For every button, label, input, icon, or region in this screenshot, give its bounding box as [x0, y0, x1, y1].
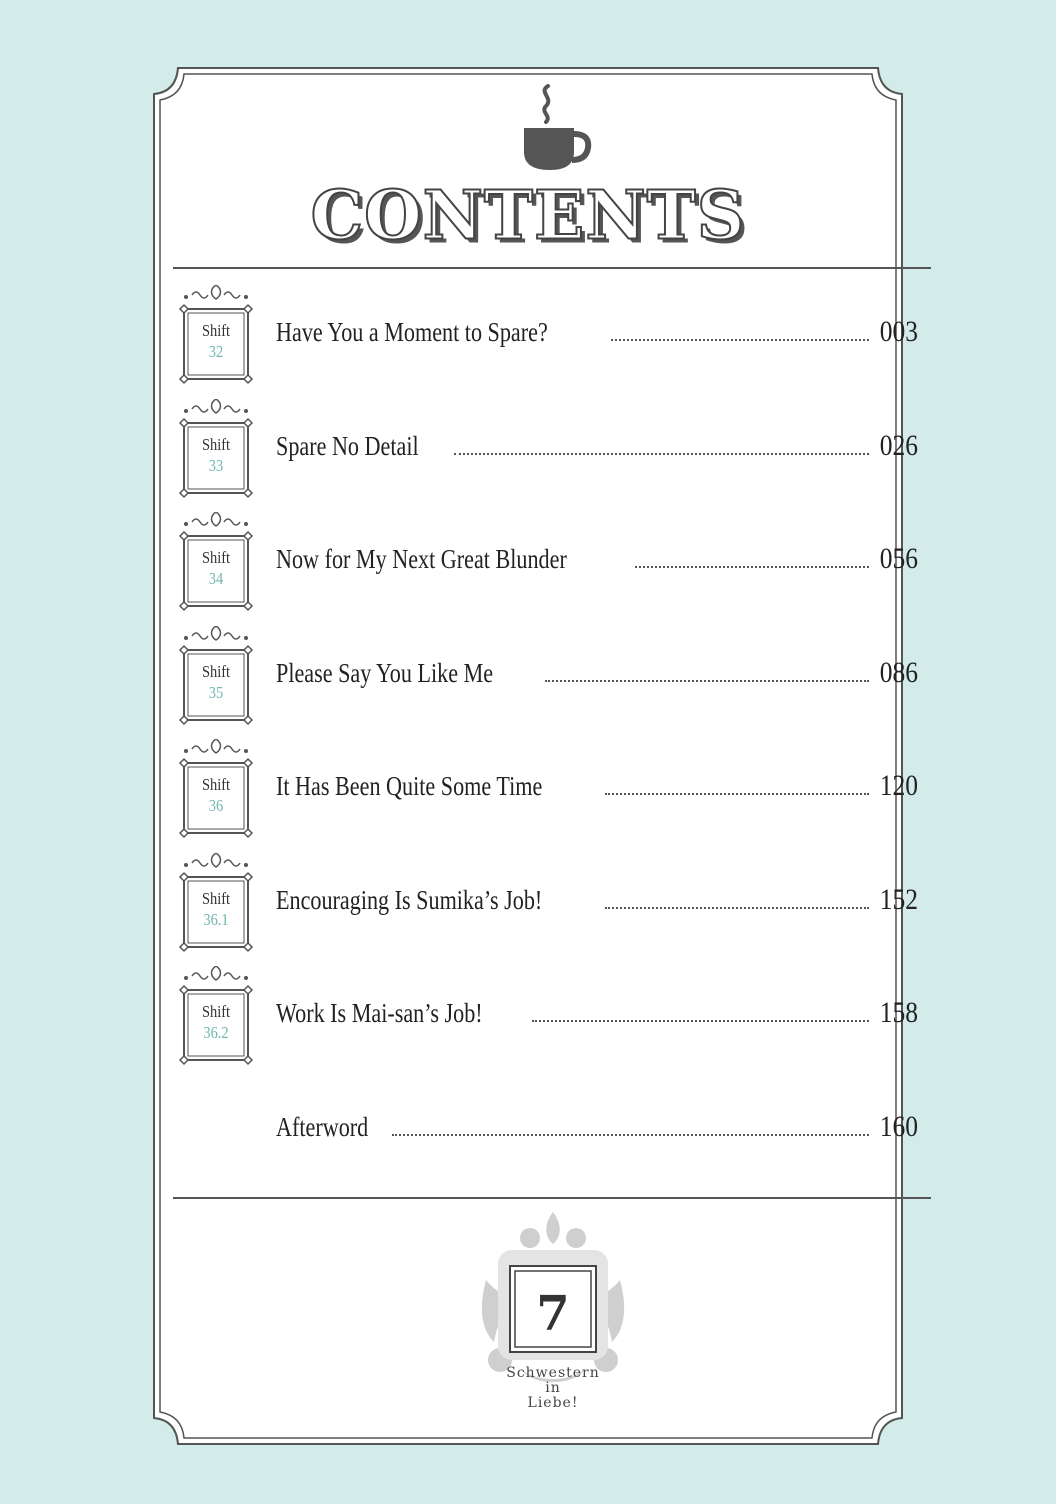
page-title: CONTENTS	[310, 175, 746, 255]
volume-number: 7	[536, 1286, 570, 1342]
shift-label: Shift	[201, 548, 231, 567]
chapter-page: 086	[879, 655, 918, 689]
volume-emblem	[478, 1210, 628, 1420]
dot-leader	[392, 1134, 869, 1136]
chapter-page: 026	[879, 428, 918, 462]
chapter-title: Spare No Detail	[276, 430, 419, 461]
toc-entry[interactable]	[178, 285, 918, 385]
shift-number: 35	[208, 682, 224, 702]
shift-badge	[178, 512, 254, 612]
shift-badge	[178, 285, 254, 385]
top-divider	[173, 267, 931, 269]
dot-leader	[545, 680, 869, 682]
chapter-page: 056	[879, 542, 918, 575]
shift-label: Shift	[201, 434, 231, 454]
afterword-page: 160	[879, 1110, 918, 1143]
shift-number: 36.1	[203, 909, 229, 929]
toc-entry[interactable]	[178, 626, 918, 726]
afterword-entry[interactable]	[178, 1080, 918, 1180]
series-logo-line3: Liebe!	[527, 1395, 579, 1411]
toc-entry[interactable]	[178, 966, 918, 1066]
shift-badge	[178, 853, 254, 953]
bottom-divider	[173, 1197, 931, 1199]
chapter-page: 120	[879, 769, 918, 802]
shift-badge	[178, 626, 254, 726]
shift-number: 34	[208, 569, 224, 588]
dot-leader	[454, 453, 869, 455]
shift-number: 36	[208, 796, 224, 815]
shift-label: Shift	[201, 321, 231, 340]
shift-badge	[178, 739, 254, 839]
toc-entry[interactable]	[178, 853, 918, 953]
coffee-cup-icon	[518, 82, 592, 181]
shift-number: 32	[208, 342, 224, 361]
shift-label: Shift	[201, 1002, 231, 1021]
shift-badge	[178, 399, 254, 499]
chapter-page: 003	[879, 315, 918, 348]
toc-entry[interactable]	[178, 512, 918, 612]
shift-label: Shift	[201, 775, 231, 794]
dot-leader	[635, 566, 869, 568]
afterword-title: Afterword	[276, 1112, 369, 1142]
shift-label: Shift	[201, 888, 231, 908]
toc-entry[interactable]	[178, 399, 918, 499]
chapter-title: It Has Been Quite Some Time	[276, 771, 543, 801]
dot-leader	[532, 1020, 869, 1022]
chapter-title: Now for My Next Great Blunder	[276, 544, 567, 574]
chapter-page: 158	[879, 996, 918, 1029]
toc-entry[interactable]	[178, 739, 918, 839]
shift-badge	[178, 966, 254, 1066]
chapter-title: Work Is Mai-san’s Job!	[276, 998, 483, 1028]
shift-number: 36.2	[203, 1023, 229, 1042]
shift-number: 33	[208, 455, 224, 475]
series-logo-line2: in	[545, 1380, 561, 1396]
series-logo-line1: Schwestern	[506, 1365, 600, 1381]
dot-leader	[605, 793, 869, 795]
shift-label: Shift	[201, 661, 231, 681]
dot-leader	[605, 907, 869, 909]
chapter-title: Have You a Moment to Spare?	[276, 317, 548, 347]
chapter-page: 152	[879, 882, 918, 916]
chapter-title: Encouraging Is Sumika’s Job!	[276, 884, 543, 915]
dot-leader	[611, 339, 869, 341]
chapter-title: Please Say You Like Me	[276, 657, 494, 688]
